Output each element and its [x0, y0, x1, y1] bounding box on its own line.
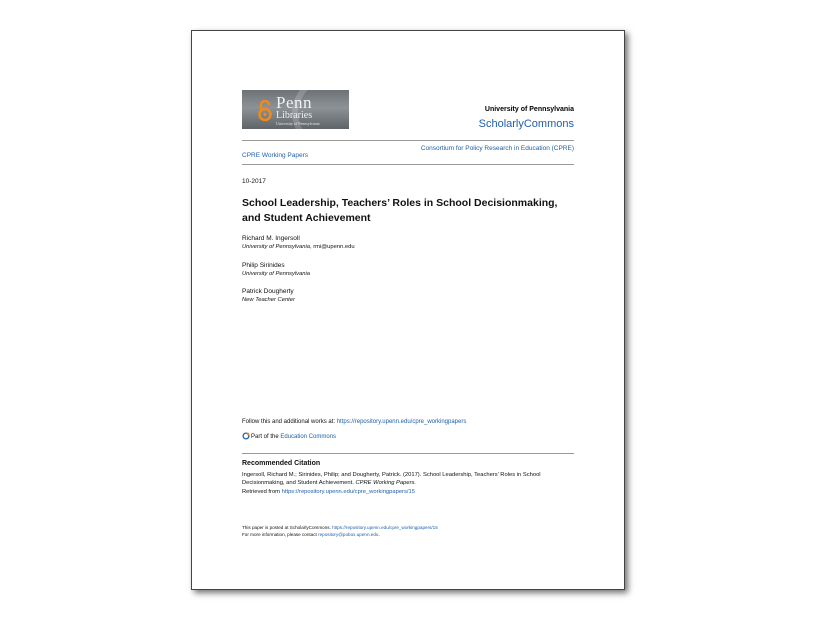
network-icon [242, 432, 250, 440]
author-affiliation [242, 243, 355, 251]
follow-line [242, 419, 466, 425]
author-name: Patrick Dougherty [242, 288, 294, 295]
follow-text: Follow this and additional works at: [242, 419, 337, 425]
header-rule-bottom [242, 164, 574, 165]
university-name: University of Pennsylvania [484, 106, 574, 113]
contact-text: For more information, please contact [242, 532, 319, 537]
citation-rule [242, 453, 574, 454]
author-affiliation: New Teacher Center [242, 297, 295, 303]
affiliation-text: University of Pennsylvania [242, 244, 310, 250]
posted-text: This paper is posted at ScholarlyCommons. [242, 525, 333, 530]
author-name: Richard M. Ingersoll [242, 235, 300, 242]
paper-title: School Leadership, Teachers’ Roles in School Decisionmaking, and Student Achievement [242, 197, 558, 224]
retrieved-text: Retrieved from [242, 489, 282, 495]
logo-libraries-text: Libraries [276, 110, 313, 121]
education-commons-link[interactable]: Education Commons [280, 434, 337, 440]
posted-line [242, 525, 438, 530]
series-link[interactable]: CPRE Working Papers [242, 152, 308, 159]
recommended-citation-heading: Recommended Citation [242, 460, 321, 467]
open-access-icon [258, 100, 272, 122]
citation-body: Ingersoll, Richard M.; Sirinides, Philip; and Dougherty, Patrick. (2017). School Leadership, Teachers’ Roles in School Decisionmaking, and Student Achievement. [242, 472, 541, 486]
author-affiliation: University of Pennsylvania [242, 271, 310, 277]
posted-link[interactable]: https://repository.upenn.edu/cpre_workingpapers/15 [332, 525, 438, 530]
part-of-text: Part of the [251, 434, 281, 440]
part-of-line [242, 432, 336, 440]
penn-libraries-logo[interactable] [242, 90, 349, 129]
author-3 [242, 288, 295, 304]
document-page [191, 30, 625, 590]
author-2 [242, 262, 310, 278]
retrieved-link[interactable]: https://repository.upenn.edu/cpre_workingpapers/15 [281, 489, 415, 495]
author-name: Philip Sirinides [242, 262, 285, 269]
logo-penn-text: Penn [276, 93, 312, 112]
scholarlycommons-link[interactable]: ScholarlyCommons [478, 118, 574, 130]
citation-journal: CPRE Working Papers. [355, 480, 417, 486]
contact-line [242, 532, 380, 537]
author-email[interactable]: rmi@upenn.edu [313, 244, 355, 250]
author-1 [242, 235, 355, 251]
header-rule-top [242, 140, 574, 141]
consortium-link[interactable]: Consortium for Policy Research in Education (CPRE) [420, 145, 574, 152]
collection-link[interactable]: https://repository.upenn.edu/cpre_workingpapers [336, 419, 467, 425]
citation-text [242, 471, 574, 487]
retrieved-line [242, 489, 415, 495]
publication-date: 10-2017 [242, 178, 266, 185]
affiliation-separator: , [309, 244, 314, 250]
contact-email-link[interactable]: repository@pobox.upenn.edu [318, 532, 379, 537]
logo-university-text: University of Pennsylvania [276, 121, 320, 126]
contact-end: . [378, 532, 380, 537]
